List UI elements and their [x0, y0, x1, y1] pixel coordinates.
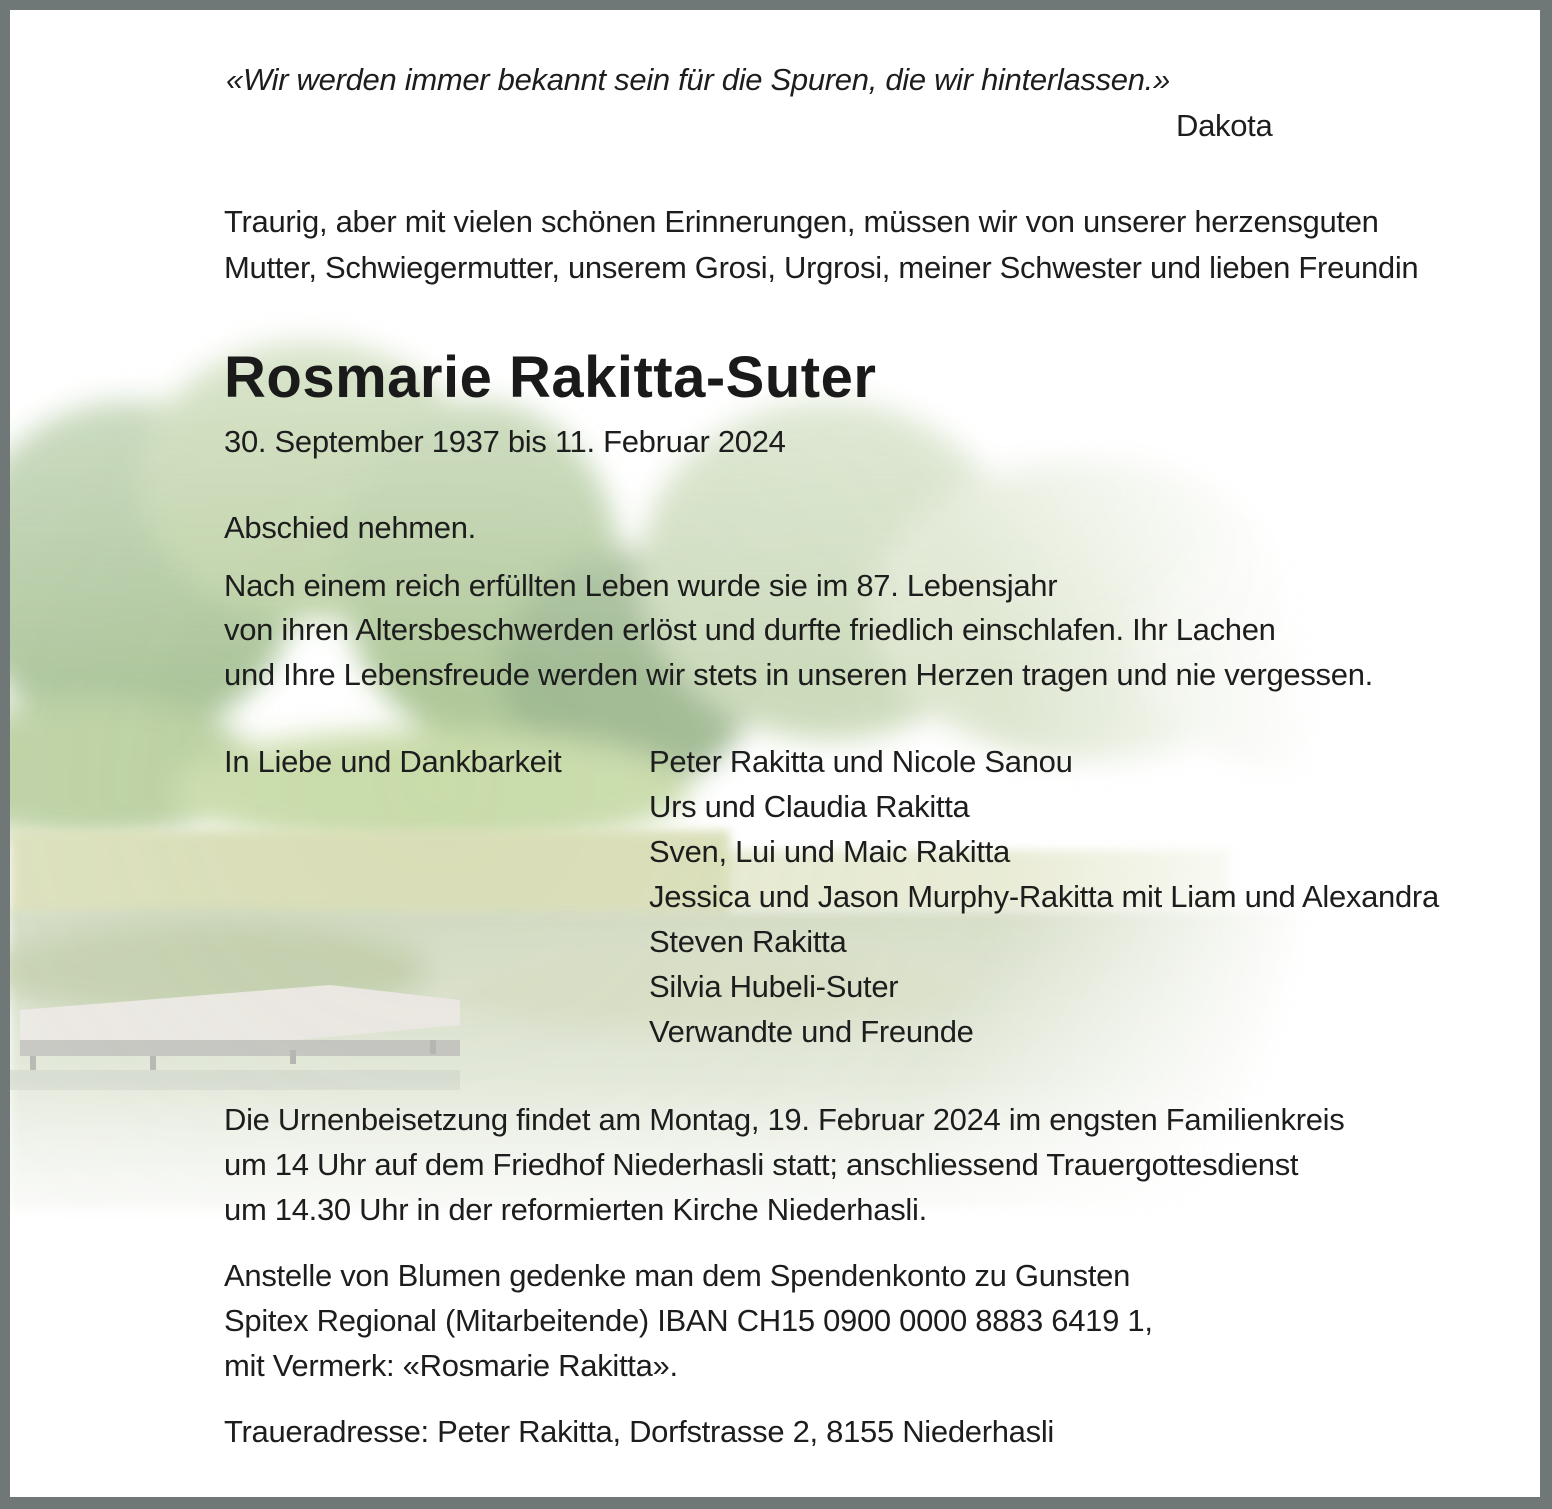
mourning-address: Traueradresse: Peter Rakitta, Dorfstrasse 2, 8155 Niederhasli	[224, 1414, 1054, 1449]
obituary-text	[10, 10, 1540, 1497]
mourner-name: Verwandte und Freunde	[649, 1014, 974, 1049]
mourner-name: Sven, Lui und Maic Rakitta	[649, 834, 1010, 869]
mourner-name: Peter Rakitta und Nicole Sanou	[649, 744, 1073, 779]
donation-line: Spitex Regional (Mitarbeitende) IBAN CH15 0900 0000 8883 6419 1,	[224, 1303, 1153, 1338]
farewell-line: Nach einem reich erfüllten Leben wurde sie im 87. Lebensjahr	[224, 568, 1058, 603]
farewell-line: von ihren Altersbeschwerden erlöst und durfte friedlich einschlafen. Ihr Lachen	[224, 612, 1276, 647]
obituary-card	[10, 10, 1540, 1497]
farewell-heading: Abschied nehmen.	[224, 510, 476, 545]
service-line: Die Urnenbeisetzung findet am Montag, 19. Februar 2024 im engsten Familienkreis	[224, 1102, 1345, 1137]
mourner-name: Steven Rakitta	[649, 924, 847, 959]
donation-line: mit Vermerk: «Rosmarie Rakitta».	[224, 1348, 678, 1383]
service-line: um 14 Uhr auf dem Friedhof Niederhasli statt; anschliessend Trauergottesdienst	[224, 1147, 1299, 1182]
mourner-name: Jessica und Jason Murphy-Rakitta mit Liam und Alexandra	[649, 879, 1439, 914]
donation-line: Anstelle von Blumen gedenke man dem Spendenkonto zu Gunsten	[224, 1258, 1131, 1293]
farewell-line: und Ihre Lebensfreude werden wir stets in unseren Herzen tragen und nie vergessen.	[224, 657, 1373, 692]
life-dates: 30. September 1937 bis 11. Februar 2024	[224, 424, 786, 459]
service-line: um 14.30 Uhr in der reformierten Kirche Niederhasli.	[224, 1192, 927, 1227]
quote-author: Dakota	[1176, 108, 1273, 143]
mourner-name: Silvia Hubeli-Suter	[649, 969, 899, 1004]
mourners-label: In Liebe und Dankbarkeit	[224, 744, 562, 779]
intro-line: Traurig, aber mit vielen schönen Erinnerungen, müssen wir von unserer herzensguten	[224, 204, 1379, 239]
quote-text: «Wir werden immer bekannt sein für die Spuren, die wir hinterlassen.»	[226, 62, 1170, 97]
deceased-name: Rosmarie Rakitta-Suter	[224, 345, 877, 410]
intro-line: Mutter, Schwiegermutter, unserem Grosi, Urgrosi, meiner Schwester und lieben Freundin	[224, 250, 1419, 285]
mourner-name: Urs und Claudia Rakitta	[649, 789, 970, 824]
